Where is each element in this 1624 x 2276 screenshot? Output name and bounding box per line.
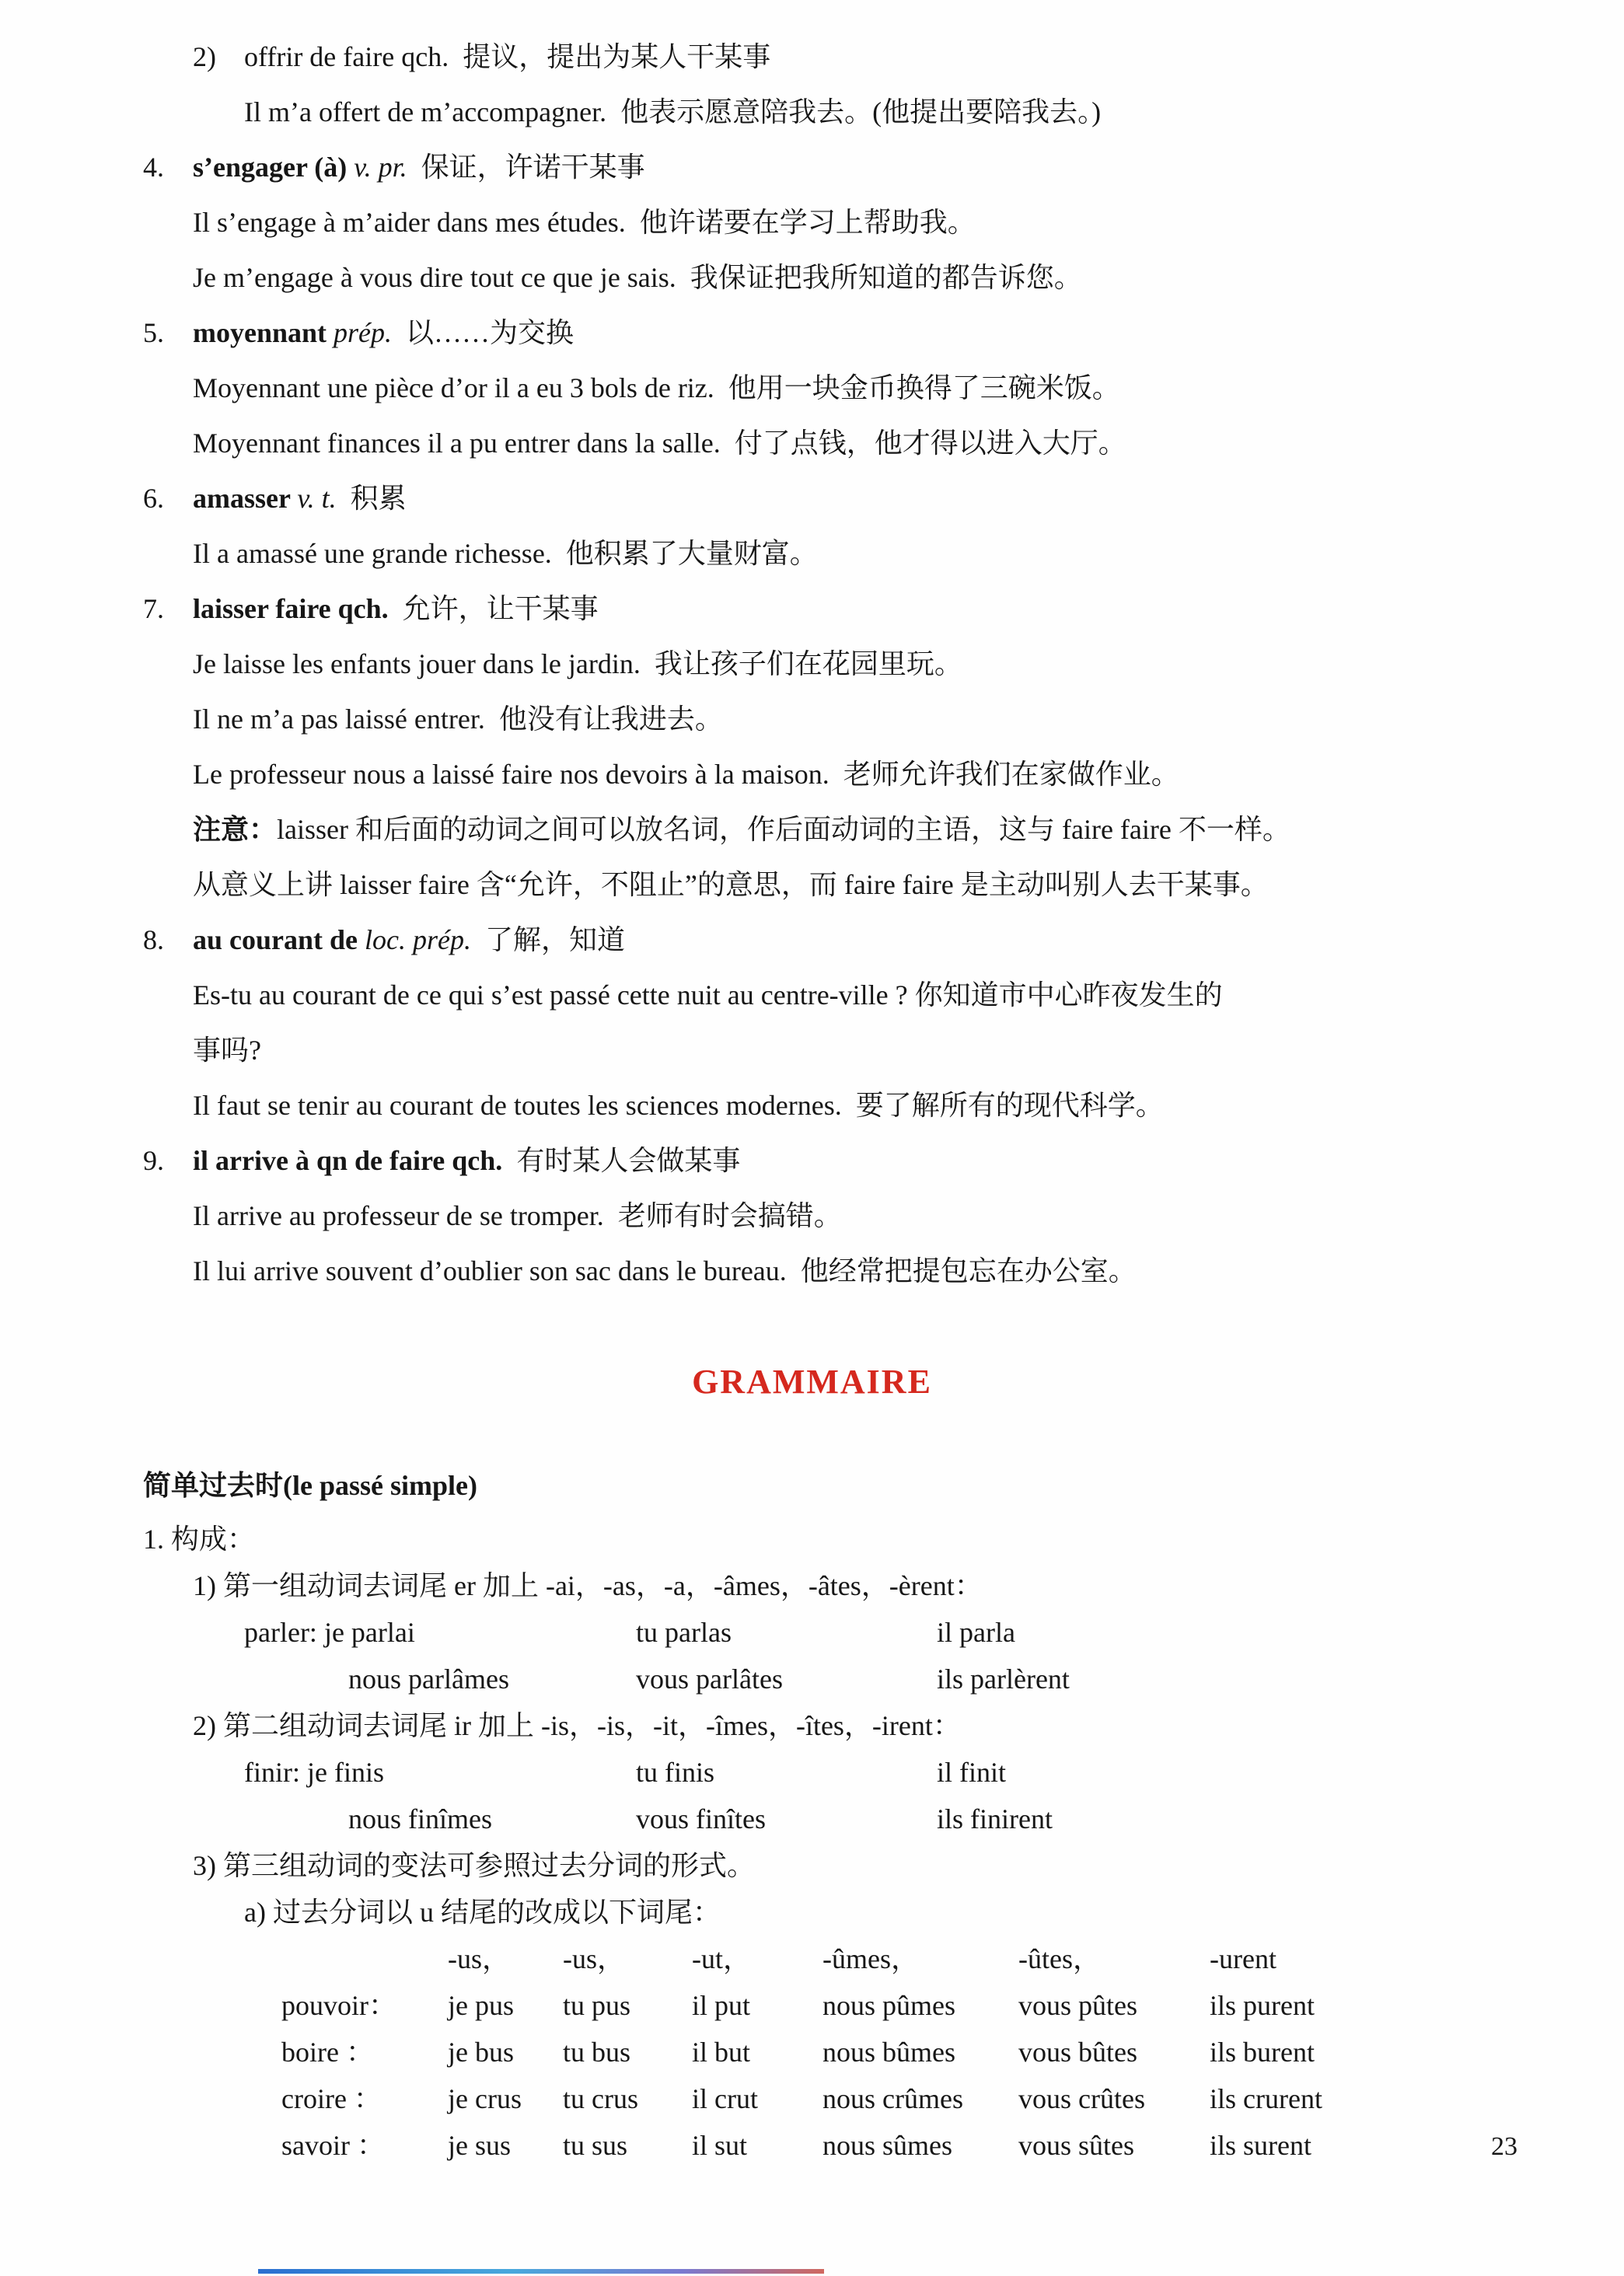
vocab-example-line xyxy=(0,637,1624,692)
conjugation-row xyxy=(0,2075,1624,2122)
conjugation-cell: finir: je finis xyxy=(244,1757,384,1788)
line-text: laisser faire qch. 允许，让干某事 xyxy=(193,593,599,624)
conjugation-cell: tu sus xyxy=(563,2130,628,2161)
grammar-item-line xyxy=(0,1702,1624,1749)
conjugation-cell: -us， xyxy=(563,1943,625,1974)
conjugation-row xyxy=(0,1656,1624,1702)
line-text: Il m’a offert de m’accompagner. 他表示愿意陪我去。(他提出要陪我去。) xyxy=(244,96,1102,127)
conjugation-cell: -urent xyxy=(1210,1943,1276,1974)
conjugation-cell: -ûtes， xyxy=(1018,1943,1101,1974)
conjugation-cell: vous bûtes xyxy=(1018,2037,1137,2068)
conjugation-cell: croire ： xyxy=(281,2083,382,2114)
conjugation-cell: vous crûtes xyxy=(1018,2083,1145,2114)
conjugation-cell: je pus xyxy=(448,1990,514,2021)
conjugation-row xyxy=(0,1936,1624,1982)
conjugation-cell: tu pus xyxy=(563,1990,631,2021)
conjugation-cell: il finit xyxy=(937,1757,1006,1788)
conjugation-cell: tu crus xyxy=(563,2083,638,2114)
conjugation-cell: nous sûmes xyxy=(822,2130,953,2161)
conjugation-cell: nous parlâmes xyxy=(348,1663,509,1695)
item-number: 4. xyxy=(143,152,164,183)
line-text: moyennant prép. 以……为交换 xyxy=(193,317,575,348)
line-text: 1. 构成： xyxy=(143,1524,256,1555)
conjugation-cell: je sus xyxy=(448,2130,511,2161)
grammar-item-line xyxy=(0,1842,1624,1889)
line-text: Il a amassé une grande richesse. 他积累了大量财富。 xyxy=(193,538,818,569)
vocab-example-line xyxy=(0,747,1624,802)
vocab-subentry-heading xyxy=(0,30,1624,85)
line-text: amasser v. t. 积累 xyxy=(193,483,407,514)
conjugation-cell: il but xyxy=(692,2037,751,2068)
item-number: 7. xyxy=(143,593,164,624)
line-text: 从意义上讲 laisser faire 含“允许，不阻止”的意思，而 faire faire 是主动叫别人去干某事。 xyxy=(193,869,1269,900)
conjugation-cell: nous bûmes xyxy=(822,2037,955,2068)
line-text: 1) 第一组动词去词尾 er 加上 -ai，-as，-a，-âmes，-âtes，-èrent： xyxy=(193,1570,983,1601)
conjugation-cell: il parla xyxy=(937,1617,1015,1648)
line-text: 事吗? xyxy=(193,1035,261,1066)
line-text: Il ne m’a pas laissé entrer. 他没有让我进去。 xyxy=(193,703,723,735)
conjugation-cell: nous finîmes xyxy=(348,1803,492,1834)
conjugation-cell: ils finirent xyxy=(937,1803,1053,1834)
line-text: a) 过去分词以 u 结尾的改成以下词尾： xyxy=(244,1897,721,1928)
item-number: 9. xyxy=(143,1145,164,1176)
vocab-example-line xyxy=(0,1189,1624,1244)
vocab-example-line xyxy=(0,1244,1624,1299)
conjugation-cell: je crus xyxy=(448,2083,522,2114)
conjugation-row xyxy=(0,2029,1624,2075)
conjugation-cell: -ut， xyxy=(692,1943,751,1974)
vocab-entry-heading xyxy=(0,305,1624,361)
conjugation-cell: vous sûtes xyxy=(1018,2130,1135,2161)
conjugation-cell: vous pûtes xyxy=(1018,1990,1137,2021)
line-text: Je laisse les enfants jouer dans le jardin. 我让孩子们在花园里玩。 xyxy=(193,648,962,679)
line-text: 注意：laisser 和后面的动词之间可以放名词，作后面动词的主语，这与 faire faire 不一样。 xyxy=(193,814,1290,845)
line-text: s’engager (à) v. pr. 保证，许诺干某事 xyxy=(193,152,645,183)
conjugation-cell: ils surent xyxy=(1210,2130,1311,2161)
conjugation-cell: il crut xyxy=(692,2083,758,2114)
conjugation-cell: pouvoir： xyxy=(281,1990,396,2021)
vocab-example-line xyxy=(0,195,1624,250)
conjugation-cell: -ûmes， xyxy=(822,1943,919,1974)
grammar-section-title xyxy=(0,1455,1624,1516)
line-text: Je m’engage à vous dire tout ce que je sais. 我保证把我所知道的都告诉您。 xyxy=(193,262,1082,293)
conjugation-cell: ils purent xyxy=(1210,1990,1315,2021)
vocab-example-line xyxy=(0,1078,1624,1133)
conjugation-cell: vous parlâtes xyxy=(636,1663,783,1695)
conjugation-cell: -us， xyxy=(448,1943,510,1974)
conjugation-cell: ils burent xyxy=(1210,2037,1315,2068)
conjugation-cell: vous finîtes xyxy=(636,1803,766,1834)
conjugation-cell: parler: je parlai xyxy=(244,1617,415,1648)
conjugation-cell: je bus xyxy=(448,2037,514,2068)
vocab-entry-heading xyxy=(0,581,1624,637)
grammar-item-line xyxy=(0,1562,1624,1609)
conjugation-cell: nous pûmes xyxy=(822,1990,955,2021)
conjugation-cell: savoir ： xyxy=(281,2130,385,2161)
conjugation-cell: tu finis xyxy=(636,1757,715,1788)
line-text: Il s’engage à m’aider dans mes études. 他许诺要在学习上帮助我。 xyxy=(193,207,976,238)
vocab-entry-heading xyxy=(0,1133,1624,1189)
grammar-subitem-line xyxy=(0,1889,1624,1936)
vocab-example-line xyxy=(0,857,1624,913)
conjugation-cell: tu parlas xyxy=(636,1617,732,1648)
vocab-note-line xyxy=(0,802,1624,857)
conjugation-row xyxy=(0,1749,1624,1796)
conjugation-row xyxy=(0,2122,1624,2169)
line-text: Il arrive au professeur de se tromper. 老师有时会搞错。 xyxy=(193,1200,842,1231)
conjugation-cell: il put xyxy=(692,1990,751,2021)
line-text: Il faut se tenir au courant de toutes les sciences modernes. 要了解所有的现代科学。 xyxy=(193,1090,1164,1121)
line-text: Il lui arrive souvent d’oublier son sac dans le bureau. 他经常把提包忘在办公室。 xyxy=(193,1255,1137,1286)
line-text: Le professeur nous a laissé faire nos devoirs à la maison. 老师允许我们在家做作业。 xyxy=(193,759,1179,790)
conjugation-row xyxy=(0,1796,1624,1842)
conjugation-cell: nous crûmes xyxy=(822,2083,963,2114)
item-number: 6. xyxy=(143,483,164,514)
conjugation-cell: ils crurent xyxy=(1210,2083,1322,2114)
grammar-section xyxy=(0,1455,1624,2169)
item-number: 2) xyxy=(193,41,216,72)
vocab-example-line xyxy=(0,692,1624,747)
conjugation-cell: il sut xyxy=(692,2130,748,2161)
line-text: Moyennant finances il a pu entrer dans la salle. 付了点钱，他才得以进入大厅。 xyxy=(193,428,1126,459)
item-number: 5. xyxy=(143,317,164,348)
line-text: offrir de faire qch. 提议，提出为某人干某事 xyxy=(244,41,771,72)
line-text: 3) 第三组动词的变法可参照过去分词的形式。 xyxy=(193,1850,755,1881)
vocab-example-continuation xyxy=(0,1023,1624,1078)
line-text: 2) 第二组动词去词尾 ir 加上 -is，-is，-it，-îmes，-îtes，-irent： xyxy=(193,1710,961,1741)
conjugation-row xyxy=(0,1609,1624,1656)
item-number: 8. xyxy=(143,924,164,955)
vocab-entry-heading xyxy=(0,471,1624,526)
vocab-example-line xyxy=(0,361,1624,416)
line-text: au courant de loc. prép. 了解，知道 xyxy=(193,924,625,955)
line-text: Es-tu au courant de ce qui s’est passé cette nuit au centre-ville ? 你知道市中心昨夜发生的 xyxy=(193,979,1223,1011)
vocab-entry-heading xyxy=(0,913,1624,968)
vocab-example-line xyxy=(0,85,1624,140)
line-text: 简单过去时(le passé simple) xyxy=(143,1470,477,1501)
grammar-line xyxy=(0,1516,1624,1562)
conjugation-cell: boire ： xyxy=(281,2037,374,2068)
grammaire-title: GRAMMAIRE xyxy=(692,1363,932,1401)
vocab-example-line xyxy=(0,968,1624,1023)
conjugation-cell: ils parlèrent xyxy=(937,1663,1070,1695)
vocab-entry-heading xyxy=(0,140,1624,195)
page-number: 23 xyxy=(1491,2132,1517,2161)
vocab-example-line xyxy=(0,416,1624,471)
vocab-example-line xyxy=(0,250,1624,305)
conjugation-cell: tu bus xyxy=(563,2037,631,2068)
line-text: Moyennant une pièce d’or il a eu 3 bols de riz. 他用一块金币换得了三碗米饭。 xyxy=(193,372,1120,403)
vocabulary-section xyxy=(0,30,1624,1299)
vocab-example-line xyxy=(0,526,1624,581)
scan-artifact-line xyxy=(258,2269,824,2274)
conjugation-row xyxy=(0,1982,1624,2029)
line-text: il arrive à qn de faire qch. 有时某人会做某事 xyxy=(193,1145,741,1176)
